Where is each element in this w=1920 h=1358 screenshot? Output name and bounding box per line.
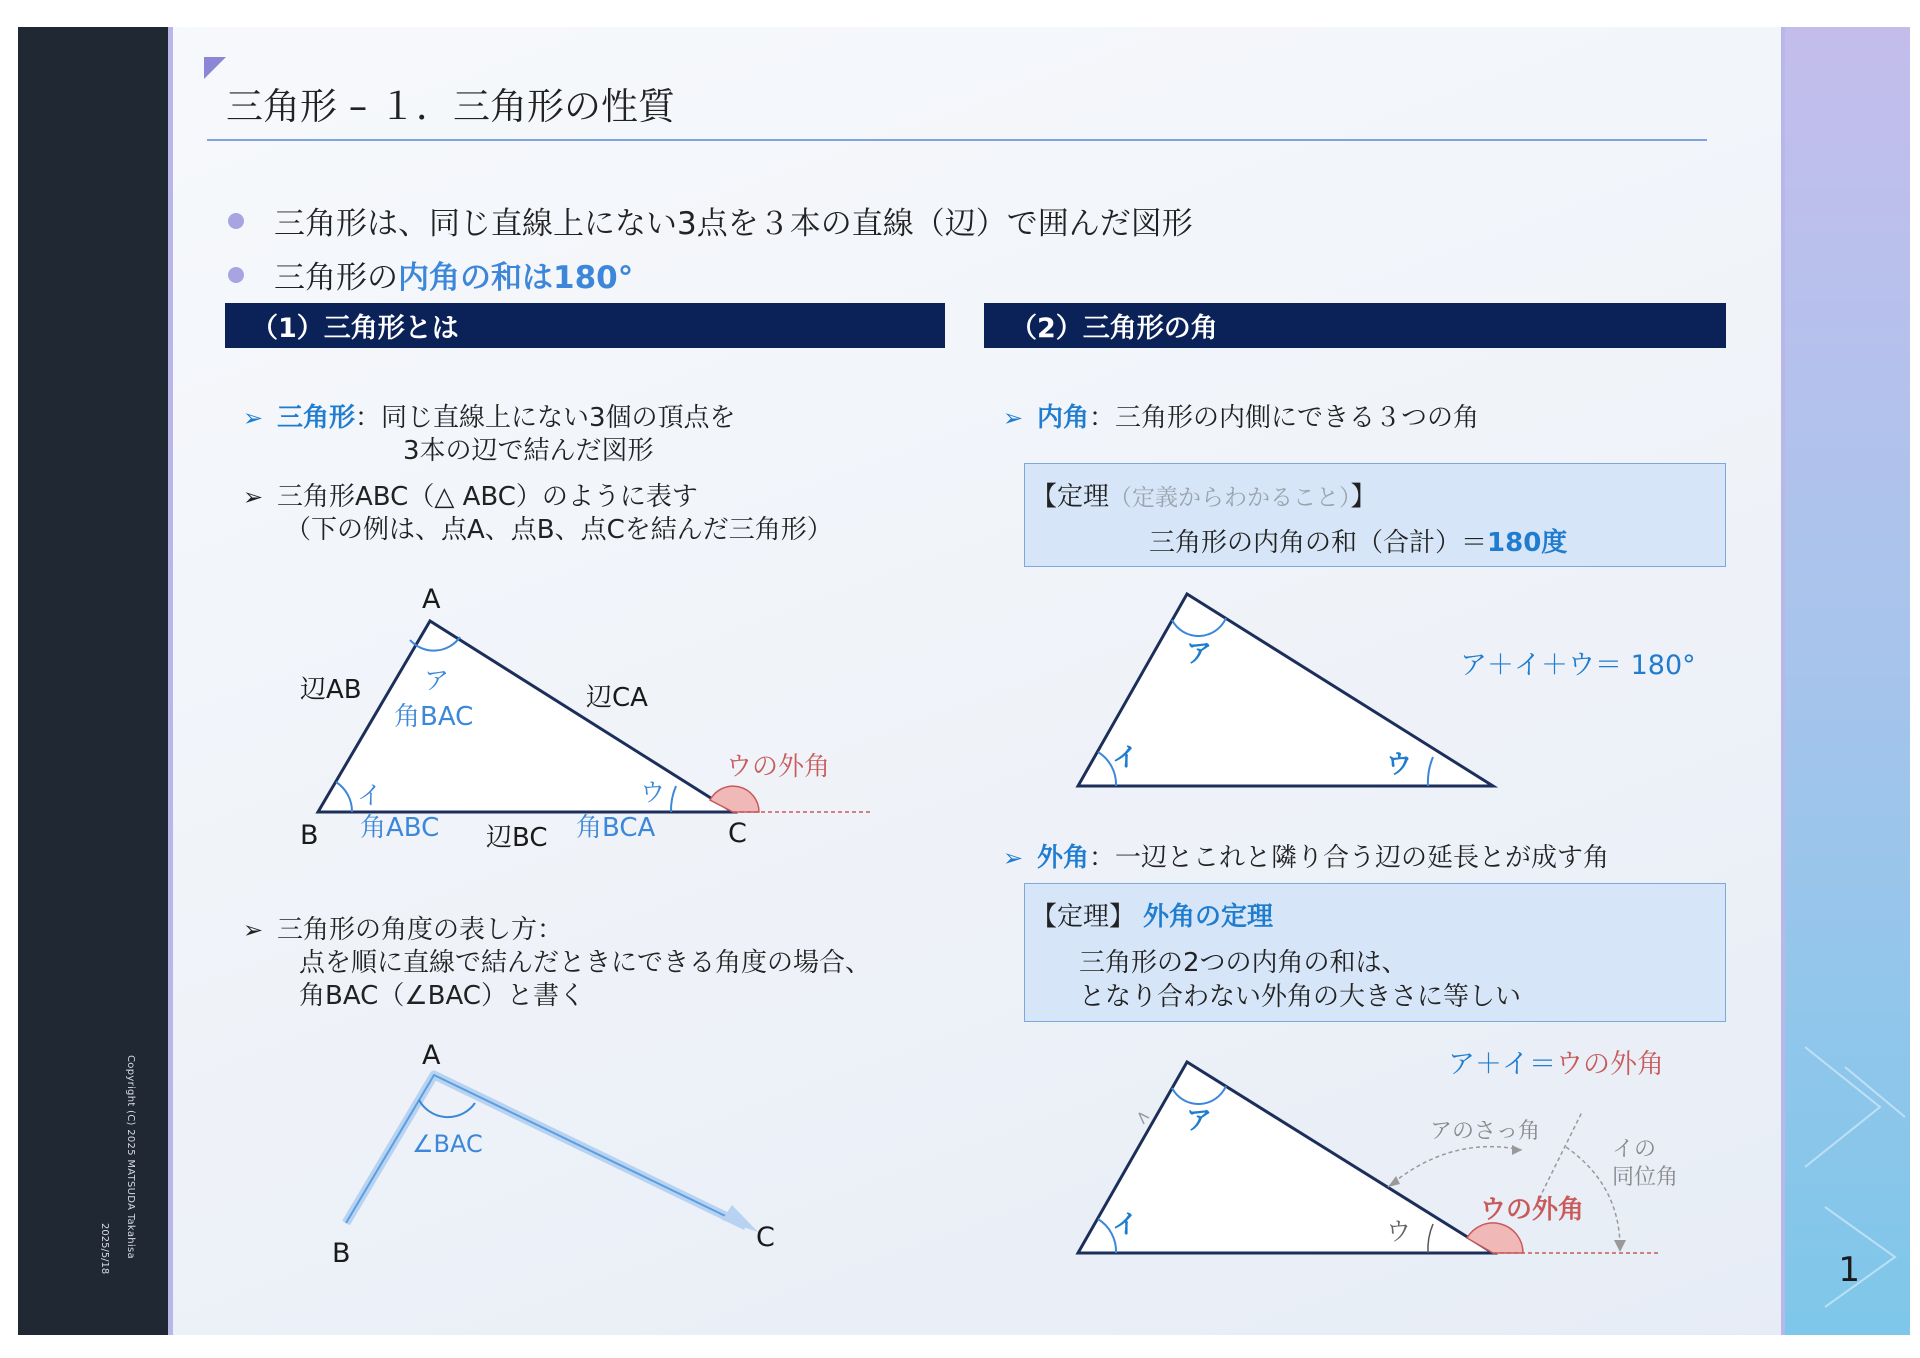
theorem-1-note: （定義からわかること）	[1109, 485, 1351, 511]
alternate-angle-label: アのさっ角	[1430, 1119, 1541, 1144]
fig4-eq-right: ウの外角	[1556, 1049, 1664, 1080]
fig4-angle-i: イ	[1112, 1210, 1139, 1240]
fig3-angle-i: イ	[1112, 743, 1139, 773]
vertex-c-label: C	[728, 818, 747, 849]
side-bc-label: 辺BC	[486, 823, 548, 853]
fig4-equation	[1448, 1049, 1664, 1080]
term-triangle: 三角形	[277, 403, 356, 433]
notation-line-2: （下の例は、点A、点B、点Cを結んだ三角形）	[285, 515, 833, 545]
interior-angle-text: ：三角形の内側にできる３つの角	[1089, 403, 1480, 433]
theorem-1-text: 三角形の内角の和（合計）＝	[1149, 528, 1488, 558]
side-ca-label: 辺CA	[586, 683, 648, 713]
bullet-text: 三角形は、同じ直線上にない3点を３本の直線（辺）で囲んだ図形	[274, 206, 1193, 242]
theorem-2-label: 【定理】	[1031, 902, 1136, 932]
angle-b-kana: イ	[357, 781, 383, 810]
notation-line-1: 三角形ABC（△ ABC）のように表す	[277, 482, 698, 512]
fig4-eq-left: ア＋イ＝	[1448, 1049, 1556, 1080]
angle-notation-line-1: 三角形の角度の表し方：	[277, 915, 564, 945]
theorem-1-close: 】	[1350, 482, 1377, 512]
fig3-equation: ア＋イ＋ウ＝ 180°	[1460, 650, 1696, 681]
section-header-left: （1）三角形とは	[225, 303, 945, 348]
fig2-vertex-c: C	[756, 1222, 775, 1253]
theorem-2-line-2: となり合わない外角の大きさに等しい	[1079, 982, 1522, 1012]
theorem-1-value: 180度	[1487, 528, 1568, 558]
vertex-a-label: A	[422, 584, 441, 615]
angle-c-kana: ウ	[640, 778, 666, 807]
section-header-right: （2）三角形の角	[984, 303, 1726, 348]
bullet-prefix: 三角形の	[274, 260, 398, 296]
side-ab-label: 辺AB	[300, 675, 362, 705]
parallel-line	[1536, 1112, 1582, 1205]
page-number: 1	[1838, 1250, 1860, 1290]
term-exterior-angle: 外角	[1037, 843, 1090, 873]
theorem-2-line-1: 三角形の2つの内角の和は、	[1079, 948, 1408, 978]
slide-title: 三角形 – １．三角形の性質	[226, 85, 676, 128]
exterior-angle-text: ：一辺とこれと隣り合う辺の延長とが成す角	[1089, 843, 1610, 873]
angle-a-kana: ア	[424, 666, 450, 695]
arrow-bullet-icon: ➢	[1003, 844, 1024, 872]
angle-notation-line-2: 点を順に直線で結んだときにできる角度の場合、	[299, 948, 872, 978]
arrowhead-icon	[1512, 1145, 1522, 1155]
term-interior-angle: 内角	[1037, 403, 1090, 433]
corresponding-angle-label-1: イの	[1612, 1137, 1657, 1162]
arrow-bullet-icon: ➢	[243, 916, 264, 944]
fig2-angle-label: ∠BAC	[412, 1130, 483, 1158]
arrowhead-icon	[1388, 1176, 1400, 1187]
angle-a-label: 角BAC	[394, 702, 474, 732]
triangle-definition-text: ：同じ直線上にない3個の頂点を	[355, 403, 736, 433]
arrowhead-icon	[1614, 1240, 1626, 1252]
vertex-b-label: B	[300, 820, 319, 851]
fig4-angle-u: ウ	[1386, 1217, 1412, 1246]
triangle-definition-text-2: 3本の辺で結んだ図形	[403, 436, 654, 466]
arrow-bullet-icon: ➢	[1003, 404, 1024, 432]
fig4-exterior-label: ウの外角	[1480, 1195, 1585, 1225]
theorem-2-title: 外角の定理	[1143, 902, 1274, 932]
alternate-angle-arrow	[1388, 1147, 1522, 1187]
corresponding-angle-label-2: 同位角	[1612, 1165, 1679, 1190]
fig4-angle-a: ア	[1186, 1106, 1213, 1136]
fig2-vertex-b: B	[332, 1238, 351, 1269]
slide-date: 2025/5/18	[99, 1223, 110, 1275]
fig2-vertex-a: A	[422, 1040, 441, 1071]
copyright-text: Copyright (C) 2025 MATSUDA Takahisa	[125, 1055, 136, 1259]
arrow-bullet-icon: ➢	[243, 483, 264, 511]
parallel-mark-icon	[1139, 1113, 1149, 1124]
fig3-angle-u: ウ	[1386, 750, 1413, 780]
fig3-angle-a: ア	[1186, 639, 1213, 669]
angle-notation-line-3: 角BAC（∠BAC）と書く	[299, 981, 585, 1011]
angle-c-label: 角BCA	[576, 813, 656, 843]
angle-b-label: 角ABC	[360, 813, 440, 843]
theorem-1-label: 【定理	[1031, 482, 1110, 512]
bullet-emphasis: 内角の和は180°	[398, 260, 634, 296]
triangle-fig4-shape	[1078, 1062, 1493, 1253]
exterior-angle-label: ウの外角	[726, 752, 831, 782]
arrow-bullet-icon: ➢	[243, 404, 264, 432]
